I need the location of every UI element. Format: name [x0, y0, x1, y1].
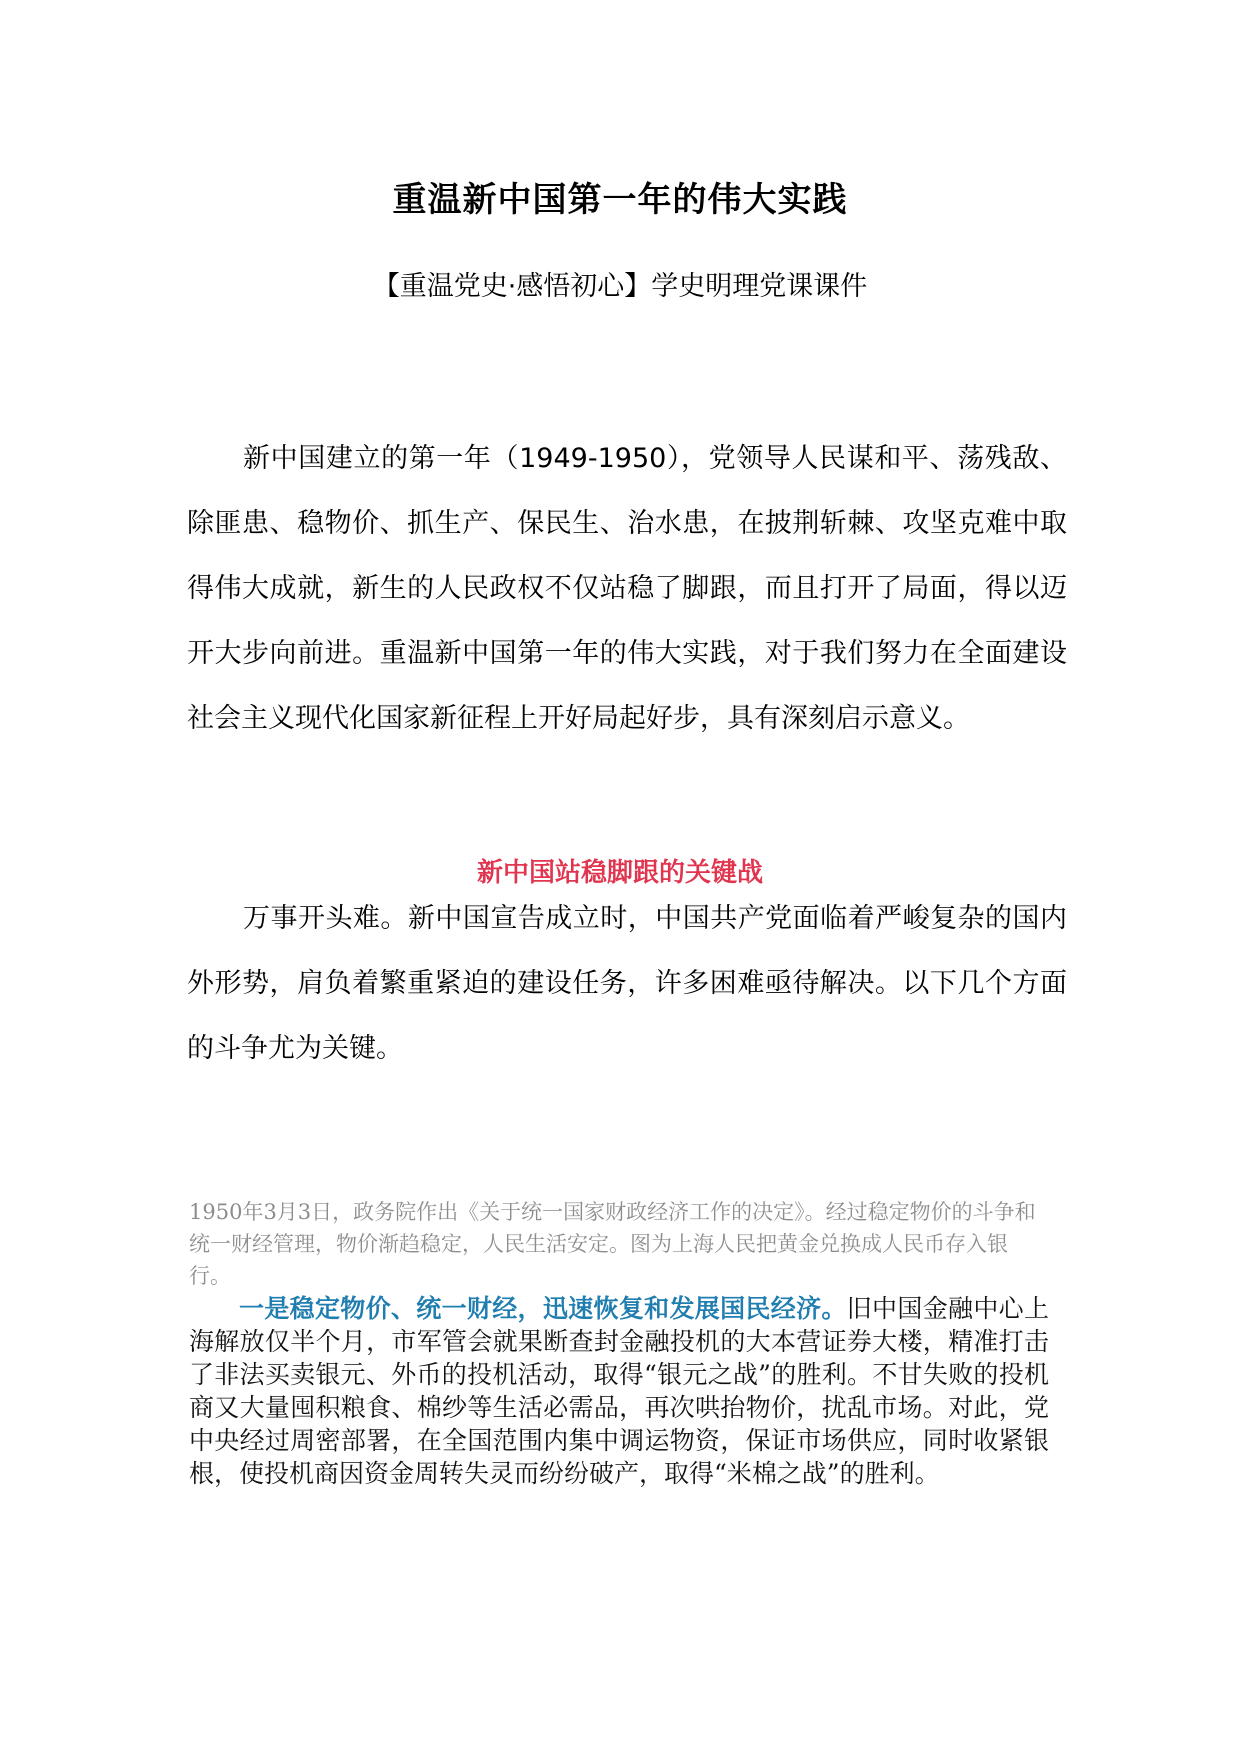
- point-one-paragraph: [189, 1292, 1049, 1490]
- photo-caption: 1950年3月3日，政务院作出《关于统一国家财政经济工作的决定》。经过稳定物价的斗争和统一财经管理，物价渐趋稳定，人民生活安定。图为上海人民把黄金兑换成人民币存入银行。: [189, 1200, 1036, 1288]
- section-paragraph: 万事开头难。新中国宣告成立时，中国共产党面临着严峻复杂的国内外形势，肩负着繁重紧迫的建设任务，许多困难亟待解决。以下几个方面的斗争尤为关键。: [187, 903, 1067, 1064]
- intro-paragraph: 新中国建立的第一年（1949-1950），党领导人民谋和平、荡残敌、除匪患、稳物价、抓生产、保民生、治水患，在披荆斩棘、攻坚克难中取得伟大成就，新生的人民政权不仅站稳了脚跟，而且打开了局面，得以迈开大步向前进。重温新中国第一年的伟大实践，对于我们努力在全面建设社会主义现代化国家新征程上开好局起好步，具有深刻启示意义。: [187, 443, 1067, 734]
- document-subtitle: 【重温党史·感悟初心】学史明理党课课件: [372, 271, 868, 302]
- point-one-text: 旧中国金融中心上海解放仅半个月，市军管会就果断查封金融投机的大本营证券大楼，精准打击了非法买卖银元、外币的投机活动，取得“银元之战”的胜利。不甘失败的投机商又大量囤积粮食、棉纱等生活必需品，再次哄抬物价，扰乱市场。对此，党中央经过周密部署，在全国范围内集中调运物资，保证市场供应，同时收紧银根，使投机商因资金周转失灵而纷纷破产，取得“米棉之战”的胜利。: [189, 1294, 1049, 1488]
- point-one-lead: 一是稳定物价、统一财经，迅速恢复和发展国民经济。: [239, 1294, 847, 1323]
- document-title: 重温新中国第一年的伟大实践: [392, 180, 848, 220]
- section-heading: 新中国站稳脚跟的关键战: [476, 858, 763, 888]
